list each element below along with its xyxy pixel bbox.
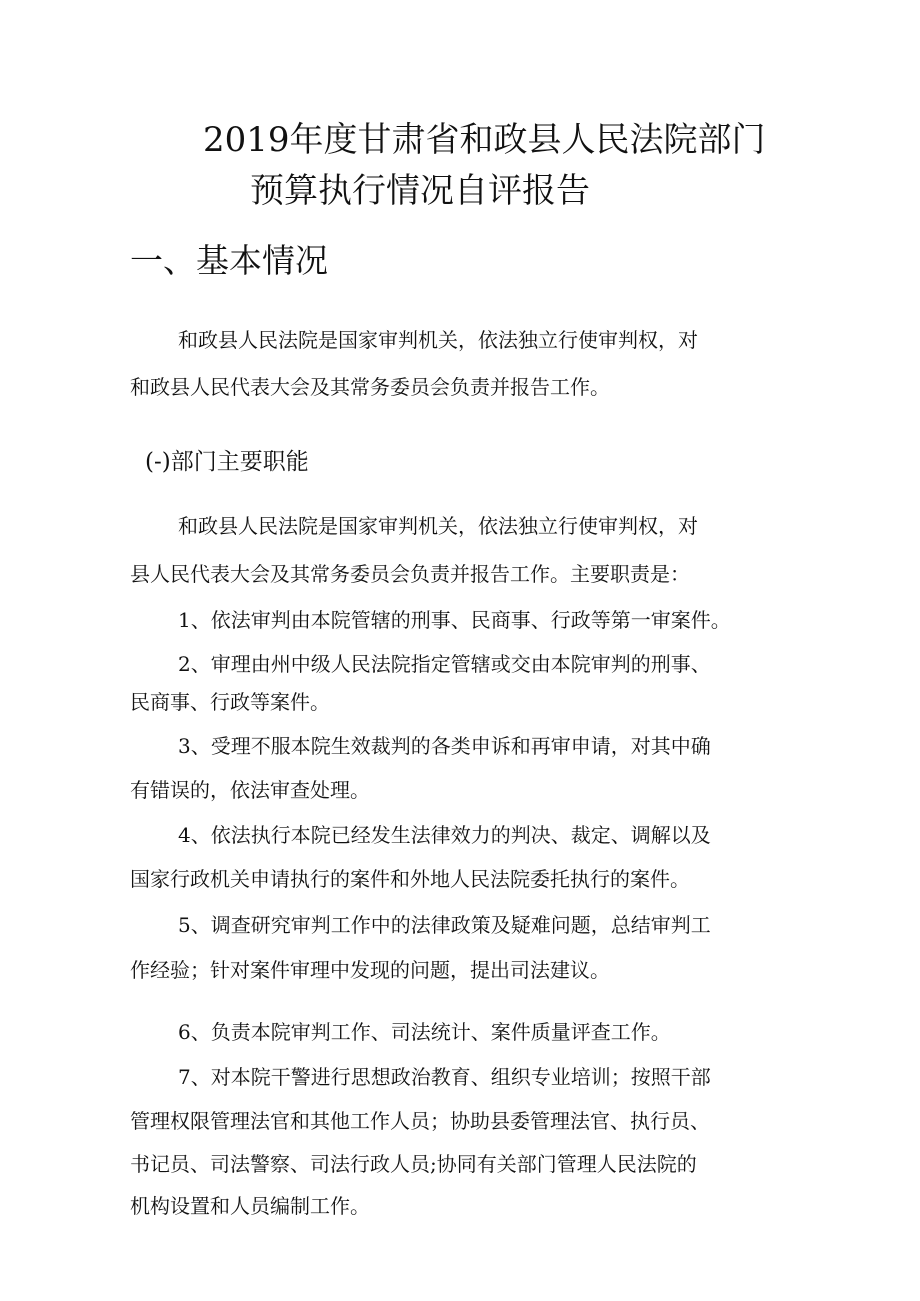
intro-paragraph-line-1: 和政县人民法院是国家审判机关，依法独立行使审判权，对 <box>178 328 698 352</box>
duty-item-7-line-1: 7、对本院干警进行思想政治教育、组织专业培训；按照干部 <box>178 1065 711 1089</box>
duty-item-4-line-1: 4、依法执行本院已经发生法律效力的判决、裁定、调解以及 <box>178 823 711 847</box>
duty-item-7-line-4: 机构设置和人员编制工作。 <box>130 1194 370 1218</box>
duty-item-1-line-1: 1、依法审判由本院管辖的刑事、民商事、行政等第一审案件。 <box>178 608 731 632</box>
duties-intro-line-1: 和政县人民法院是国家审判机关，依法独立行使审判权，对 <box>178 514 698 538</box>
duty-item-6-line-1: 6、负责本院审判工作、司法统计、案件质量评查工作。 <box>178 1020 671 1044</box>
section-heading-basic-info: 一、基本情况 <box>130 241 328 280</box>
duty-item-2-line-1: 2、审理由州中级人民法院指定管辖或交由本院审判的刑事、 <box>178 652 711 676</box>
duty-item-3-line-2: 有错误的，依法审查处理。 <box>130 778 370 802</box>
duty-item-7-line-2: 管理权限管理法官和其他工作人员；协助县委管理法官、执行员、 <box>130 1109 710 1133</box>
subsection-heading-main-functions: (-)部门主要职能 <box>145 449 309 475</box>
intro-paragraph-line-2: 和政县人民代表大会及其常务委员会负责并报告工作。 <box>130 375 610 399</box>
document-title-line-1: 2019年度甘肃省和政县人民法院部门 <box>203 120 766 160</box>
duties-intro-line-2: 县人民代表大会及其常务委员会负责并报告工作。主要职责是： <box>130 562 690 586</box>
duty-item-5-line-2: 作经验；针对案件审理中发现的问题，提出司法建议。 <box>130 958 610 982</box>
duty-item-2-line-2: 民商事、行政等案件。 <box>130 690 330 714</box>
duty-item-3-line-1: 3、受理不服本院生效裁判的各类申诉和再审申请，对其中确 <box>178 734 711 758</box>
document-title-line-2: 预算执行情况自评报告 <box>250 171 590 211</box>
duty-item-7-line-3: 书记员、司法警察、司法行政人员;协同有关部门管理人民法院的 <box>130 1152 697 1176</box>
duty-item-4-line-2: 国家行政机关申请执行的案件和外地人民法院委托执行的案件。 <box>130 867 690 891</box>
duty-item-5-line-1: 5、调查研究审判工作中的法律政策及疑难问题，总结审判工 <box>178 913 711 937</box>
